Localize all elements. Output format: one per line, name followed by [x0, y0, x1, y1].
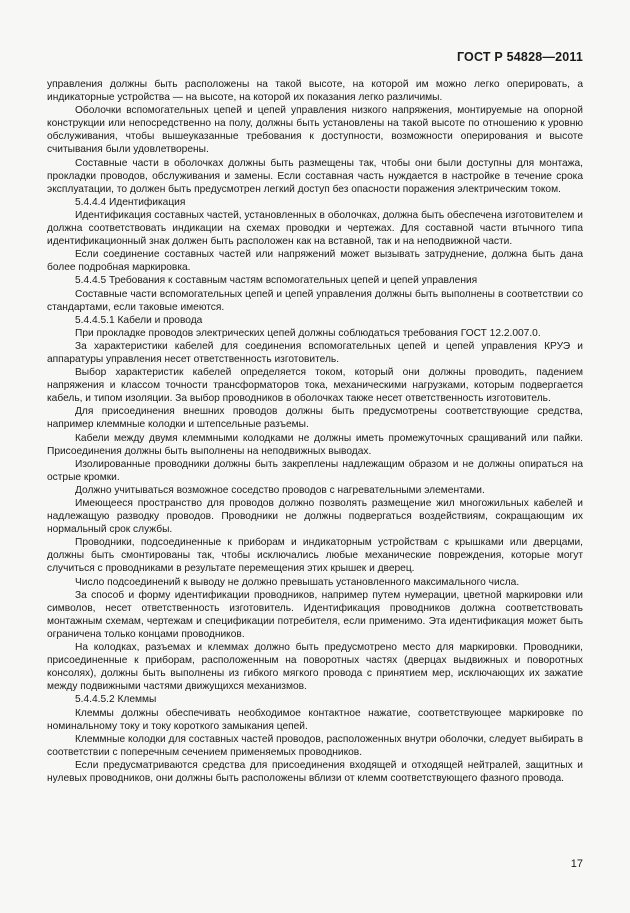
paragraph: За характеристики кабелей для соединения вспомогательных цепей и цепей управления КРУЭ и аппаратуры управления несет ответственность изготовитель. — [47, 340, 583, 365]
paragraph: Клеммные колодки для составных частей проводов, расположенных внутри оболочки, следует выбирать в соответствии с поперечным сечением применяемых проводников. — [47, 733, 583, 758]
paragraph: Число подсоединений к выводу не должно превышать установленного максимального числа. — [75, 576, 520, 588]
paragraph: Выбор характеристик кабелей определяется током, который они должны проводить, падением напряжения и классом точности трансформаторов тока, механическими нагрузками, которым подвергается кабель, и типом изоляции. За выбор проводников в оболочках также несет ответственность изготовитель. — [47, 367, 583, 405]
section-heading: 5.4.4.5 Требования к составным частям вспомогательных цепей и цепей управления — [75, 275, 478, 287]
paragraph: управления должны быть расположены на такой высоте, на которой им можно легко оперировать, а индикаторные устройства — на высоте, на которой их показания легко различимы. — [47, 79, 583, 104]
paragraph: За способ и форму идентификации проводников, например путем нумерации, цветной маркировки или символов, несет ответственность изготовитель. Идентификация проводников должна соответствовать монтажным схемам, чертежам и спецификации потребителя, если применимо. Эта идентификация может быть ограничена только концами проводников. — [47, 589, 583, 640]
paragraph: Составные части в оболочках должны быть размещены так, чтобы они были доступны для монтажа, прокладки проводов, обслуживания и замены. Если составная часть нуждается в настройке в течение срока эксплуатации, то должен быть предусмотрен легкий доступ без опасности поражения электрическим током. — [47, 157, 583, 195]
paragraph: Имеющееся пространство для проводов должно позволять размещение жил многожильных кабелей и надлежащую разводку проводов. Проводники не должны подвергаться воздействиям, сокращающим их нормальный срок службы. — [47, 498, 583, 536]
paragraph: Идентификация составных частей, установленных в оболочках, должна быть обеспечена изготовителем и должна соответствовать индикации на схемах проводки и чертежах. Для составной части втычного типа идентификационный знак должен быть расположен как на вставной, так и на неподвижной части. — [47, 209, 583, 248]
paragraph: Если соединение составных частей или напряжений может вызывать затруднение, должна быть дана более подробная маркировка. — [47, 249, 583, 274]
paragraph: Клеммы должны обеспечивать необходимое контактное нажатие, соответствующее маркировке по номинальному току и току короткого замыкания цепей. — [47, 707, 583, 732]
paragraph: Кабели между двумя клеммными колодками не должны иметь промежуточных сращиваний или пайки. Присоединения должны быть выполнены на неподвижных выводах. — [47, 432, 583, 457]
section-heading: 5.4.4.4 Идентификация — [75, 196, 186, 208]
paragraph: Проводники, подсоединенные к приборам и индикаторным устройствам с крышками или дверцами, должны быть смонтированы так, чтобы исключались любые механические повреждения, которые могут случиться с проводниками в результате перемещения этих крышек и дверец. — [47, 537, 583, 575]
section-heading: 5.4.4.5.1 Кабели и провода — [75, 314, 203, 326]
document-body — [47, 78, 583, 785]
paragraph: Оболочки вспомогательных цепей и цепей управления низкого напряжения, монтируемые на опорной конструкции или непосредственно на полу, должны быть установлены на такой высоте по отношению к уровню обслуживания, чтобы вышеуказанные требования к доступности, возможности оперирования и высоте считывания были удовлетворены. — [47, 105, 583, 156]
paragraph: Для присоединения внешних проводов должны быть предусмотрены соответствующие средства, например клеммные колодки и штепсельные разъемы. — [47, 406, 583, 431]
paragraph: Составные части вспомогательных цепей и цепей управления должны быть выполнены в соответствии со стандартами, если таковые имеются. — [47, 288, 583, 313]
standard-header: ГОСТ Р 54828—2011 — [456, 50, 583, 64]
section-heading: 5.4.4.5.2 Клеммы — [75, 694, 157, 706]
paragraph: При прокладке проводов электрических цепей должны соблюдаться требования ГОСТ 12.2.007.0. — [75, 327, 541, 339]
paragraph: Должно учитываться возможное соседство проводов с нагревательными элементами. — [75, 484, 485, 496]
paragraph: На колодках, разъемах и клеммах должно быть предусмотрено место для маркировки. Проводники, присоединенные к приборам, расположенным на поворотных частях (дверцах выдвижных и поворотных консолях), должны быть выполнены из гибкого мягкого провода с принятием мер, исключающих их зажатие между подвижными частями движущихся механизмов. — [47, 642, 583, 693]
paragraph: Изолированные проводники должны быть закреплены надлежащим образом и не должны опираться на острые кромки. — [47, 458, 583, 483]
paragraph: Если предусматриваются средства для присоединения входящей и отходящей нейтралей, защитных и нулевых проводников, они должны быть расположены вблизи от клемм соответствующего фазного провода. — [47, 759, 583, 784]
page-number: 17 — [570, 858, 583, 870]
